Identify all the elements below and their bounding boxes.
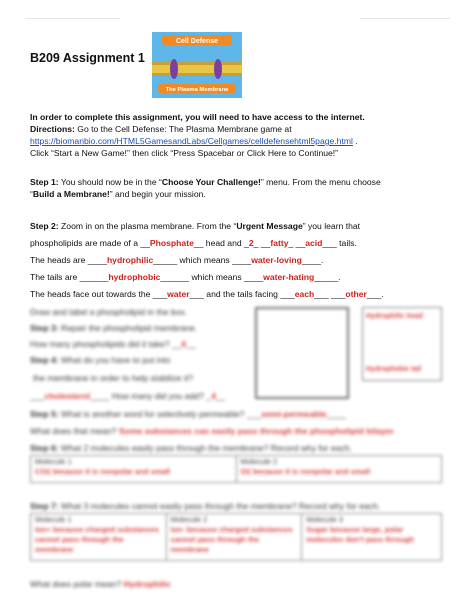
step5-meaning: What does that mean? Some substances can easily pass through the phospholipid bilayer	[30, 426, 394, 436]
page-title: B209 Assignment 1	[30, 51, 145, 65]
step3-line: Step 3: Repair the phospholipid membrane.	[30, 323, 198, 333]
step7-cell-3: Molecule 3 Sugar because large, polar molecules don't pass through	[302, 514, 442, 561]
drawing-box	[255, 307, 349, 399]
step2-line1: Step 2: Zoom in on the plasma membrane. From the “Urgent Message” you learn that	[30, 221, 361, 231]
game-thumbnail	[152, 32, 242, 98]
step3-question: How many phospholipids did it take? __6__	[30, 339, 196, 349]
step2-line5: The heads face out towards the ___water___ and the tails facing ___each___ ___other___.	[30, 289, 384, 299]
label-tail: Hydrophobic tail	[366, 366, 422, 373]
header-rule-left	[25, 18, 120, 19]
step7-table	[30, 513, 442, 561]
step5-line: Step 5: What is another word for selectively permeable? ___semi-permeable____	[30, 409, 346, 419]
game-url-link[interactable]: https://biomanbio.com/HTML5GamesandLabs/Cellgames/celldefensehtml5page.html	[30, 136, 353, 146]
step6-cell-1: Molecule 1 CO2 because it is nonpolar and small	[31, 456, 237, 483]
intro-line: In order to complete this assignment, you will need to have access to the internet.	[30, 112, 365, 122]
thumbnail-subtitle: The Plasma Membrane	[165, 87, 229, 93]
step4-line1: Step 4: What do you have to put into	[30, 355, 171, 365]
step4-answers: ___cholesterol____ How many did you add? _4__	[30, 391, 226, 401]
step1-line1: Step 1: You should now be in the “Choose Your Challenge!” menu. From the menu choose	[30, 177, 381, 187]
click-instructions: Click “Start a New Game!” then click “Press Spacebar or Click Here to Continue!”	[30, 148, 339, 158]
draw-instruction: Draw and label a phospholipid in the box.	[30, 307, 188, 317]
step6-cell-2: Molecule 2 O2 because it is nonpolar and small	[236, 456, 442, 483]
game-url-line: https://biomanbio.com/HTML5GamesandLabs/Cellgames/celldefensehtml5page.html .	[30, 136, 358, 146]
step2-line2: phospholipids are made of a __Phosphate__ head and _2_ __fatty_ __acid___ tails.	[30, 238, 357, 248]
thumbnail-title: Cell Defense	[175, 38, 219, 45]
label-head: Hydrophilic head	[366, 313, 423, 320]
step2-line3: The heads are ____hydrophilic_____ which means ____water-loving____.	[30, 255, 324, 265]
step6-line: Step 6: What 2 molecules easily pass through the membrane? Record why for each.	[30, 443, 352, 453]
step4-line2: the membrane in order to help stabilize it?	[33, 373, 194, 383]
directions-line: Directions: Go to the Cell Defense: The Plasma Membrane game at	[30, 124, 292, 134]
step7-line: Step 7: What 3 molecules cannot easily pass through the membrane? Record why for each.	[30, 501, 381, 511]
header-rule-right	[360, 18, 450, 19]
step7-cell-1: Molecule 1 Ion+ because charged substances cannot pass through the membrane	[31, 514, 167, 561]
step2-line4: The tails are ______hydrophobic______ which means ____water-hating_____.	[30, 272, 341, 282]
step1-line2: “Build a Membrane!” and begin your mission.	[30, 189, 206, 199]
step7-cell-2: Molecule 2 Ion- because charged substances cannot pass through the membrane	[166, 514, 302, 561]
step6-table	[30, 455, 442, 483]
polar-question: What does polar mean? Hydrophilic	[30, 579, 171, 589]
